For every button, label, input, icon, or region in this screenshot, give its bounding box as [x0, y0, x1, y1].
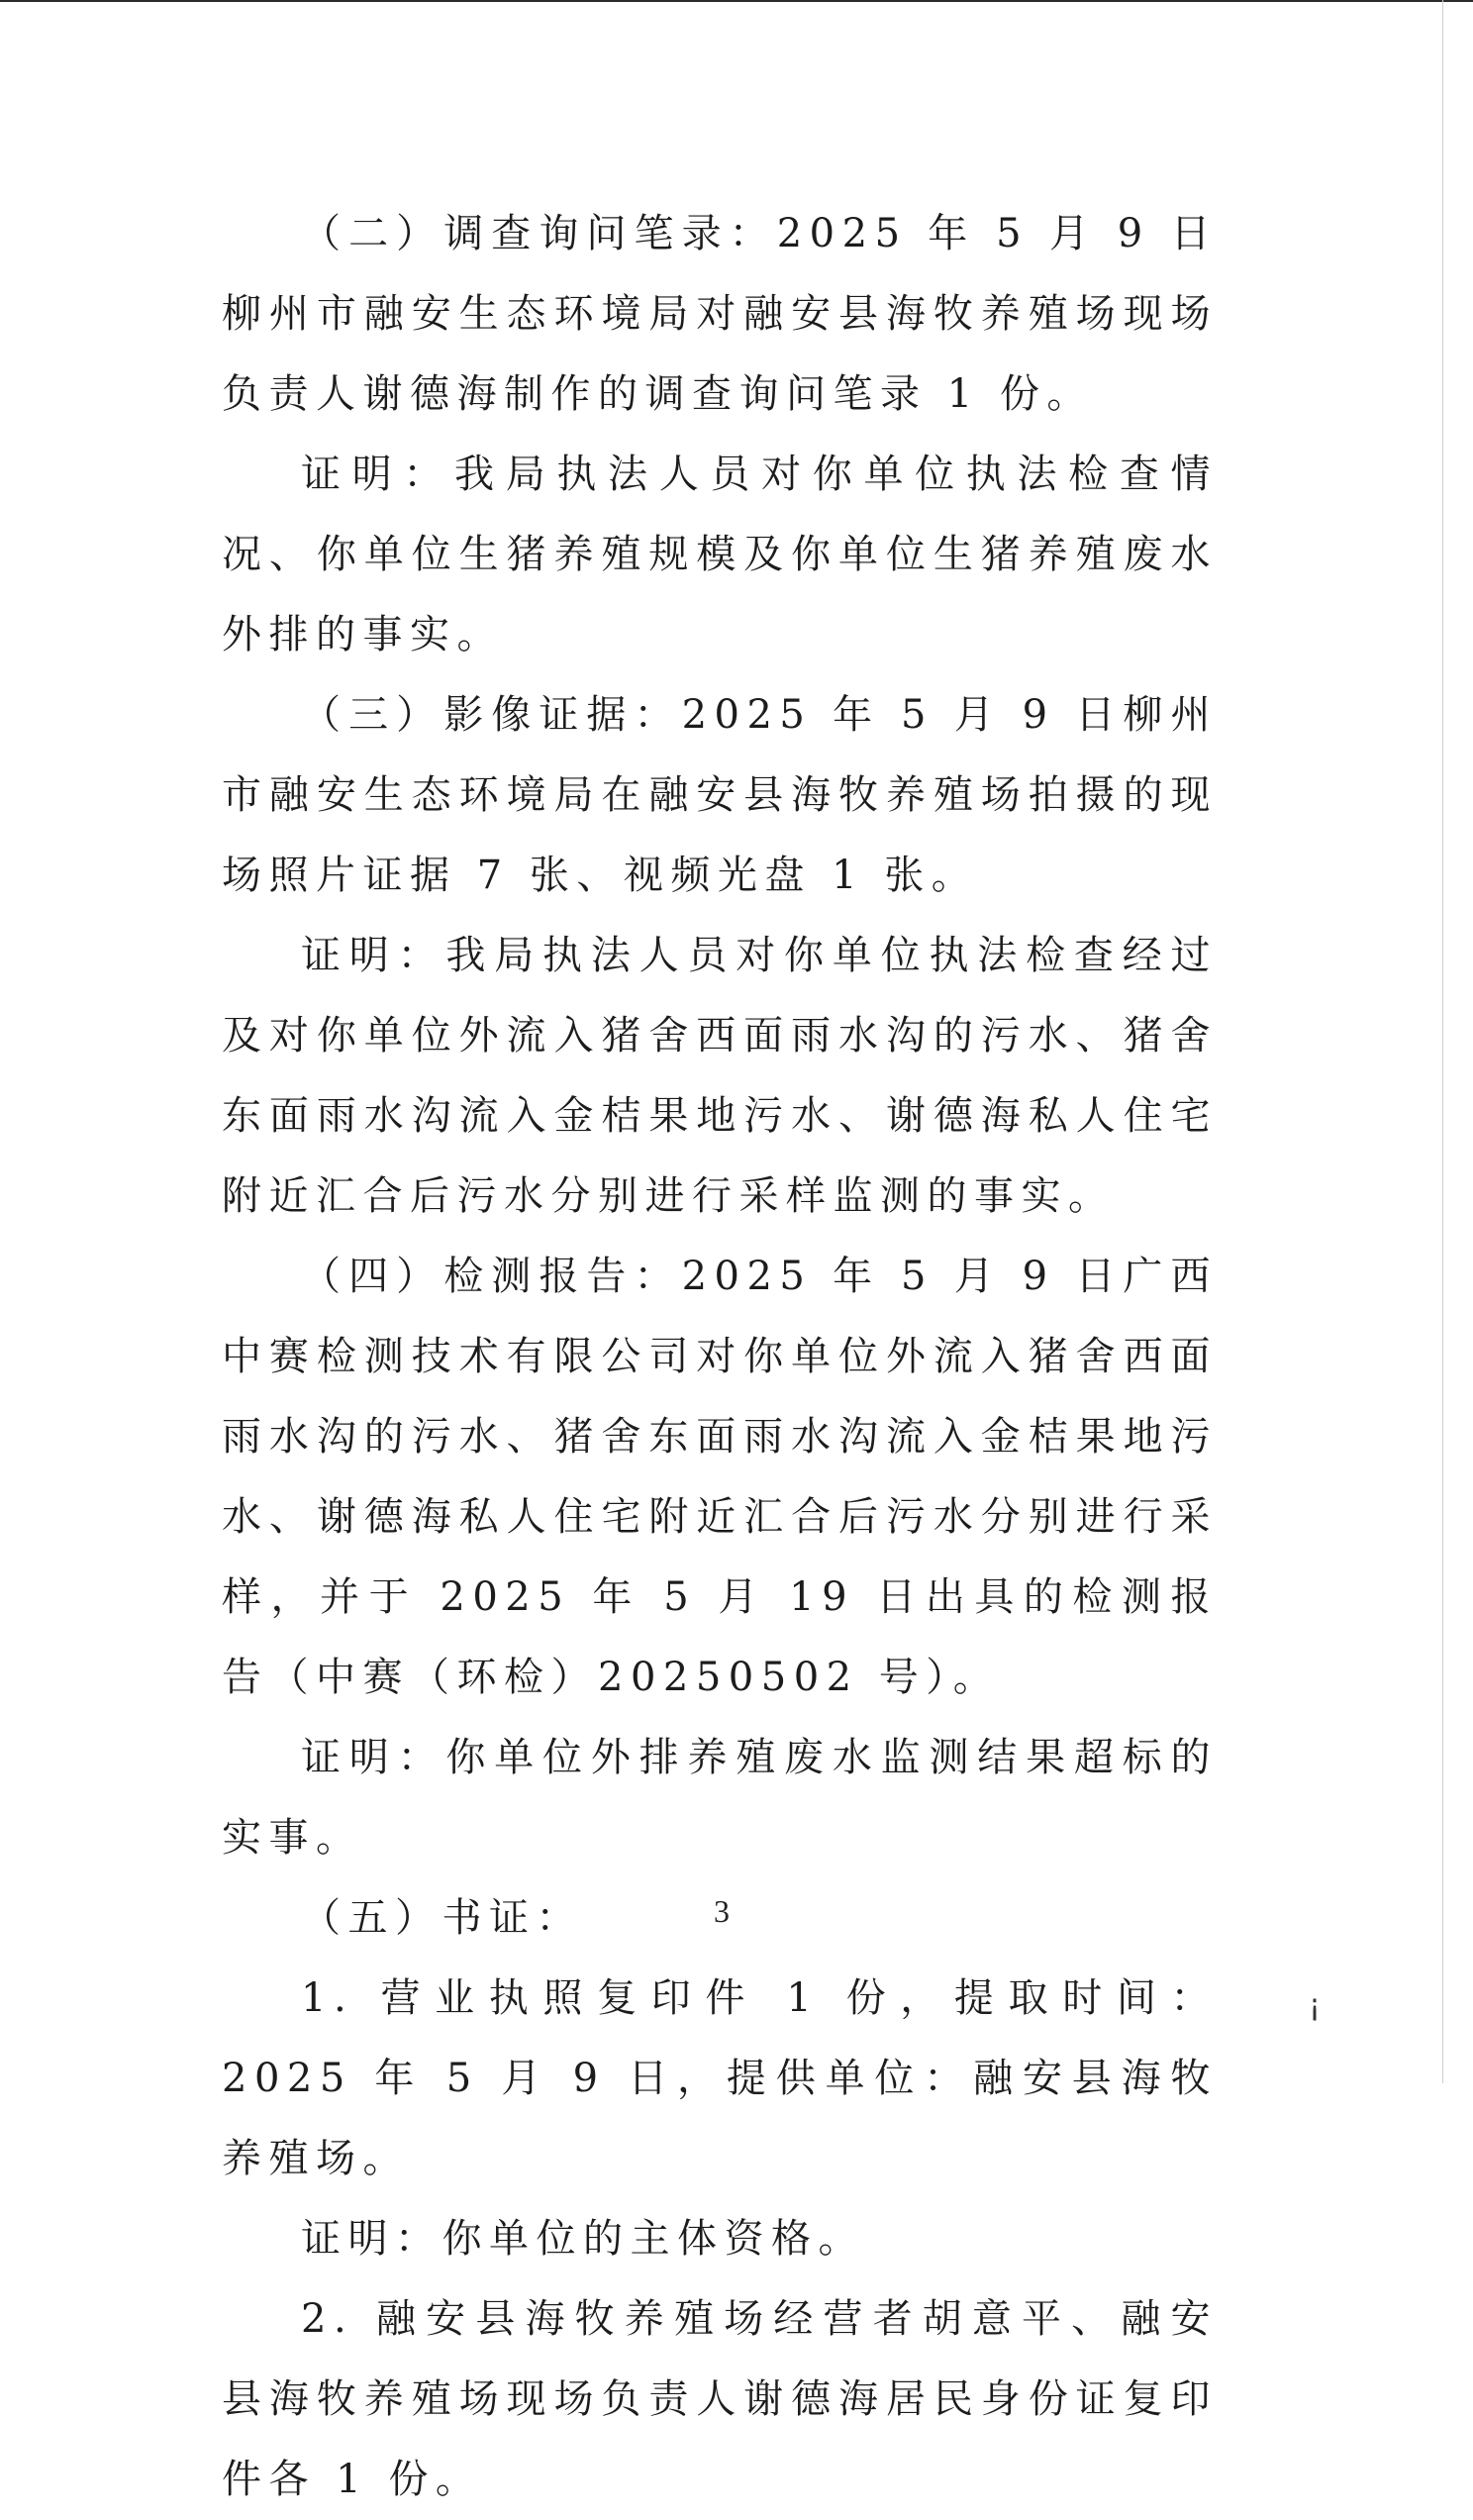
paragraph-interview-record: （二）调查询问笔录：2025 年 5 月 9 日柳州市融安生态环境局对融安县海牧养殖场现场负责人谢德海制作的调查询问笔录 1 份。 — [222, 211, 1218, 417]
paragraph-id-copies: 2. 融安县海牧养殖场经营者胡意平、融安县海牧养殖场现场负责人谢德海居民身份证复印件各 1 份。 — [222, 2296, 1218, 2502]
page-number: 3 — [714, 1893, 730, 1929]
paragraph-proof-1: 证明：我局执法人员对你单位执法检查情况、你单位生猪养殖规模及你单位生猪养殖废水外排的事实。 — [222, 452, 1218, 657]
paragraph-proof-4: 证明：你单位的主体资格。 — [301, 2216, 865, 2262]
paragraph-business-license: 1. 营业执照复印件 1 份，提取时间：2025 年 5 月 9 日，提供单位：融安县海牧养殖场。 — [222, 1975, 1218, 2181]
paragraph-documentary-evidence: （五）书证： — [301, 1895, 583, 1941]
scan-mark: ¡ — [1309, 1988, 1322, 2023]
paragraph-proof-2: 证明：我局执法人员对你单位执法检查经过及对你单位外流入猪舍西面雨水沟的污水、猪舍东面雨水沟流入金桔果地污水、谢德海私人住宅附近汇合后污水分别进行采样监测的事实。 — [222, 933, 1218, 1219]
paragraph-test-report: （四）检测报告：2025 年 5 月 9 日广西中赛检测技术有限公司对你单位外流入猪舍西面雨水沟的污水、猪舍东面雨水沟流入金桔果地污水、谢德海私人住宅附近汇合后污水分别进行采样，并于 2025 年 5 月 19 日出具的检测报告（中赛（环检）20250502 号）。 — [222, 1254, 1218, 1700]
scan-top-edge — [0, 0, 1473, 2]
document-body — [222, 194, 1218, 2520]
paragraph-proof-3: 证明：你单位外排养殖废水监测结果超标的实事。 — [222, 1735, 1218, 1861]
scan-right-edge — [1442, 0, 1443, 2083]
paragraph-image-evidence: （三）影像证据：2025 年 5 月 9 日柳州市融安生态环境局在融安县海牧养殖场拍摄的现场照片证据 7 张、视频光盘 1 张。 — [222, 692, 1218, 898]
